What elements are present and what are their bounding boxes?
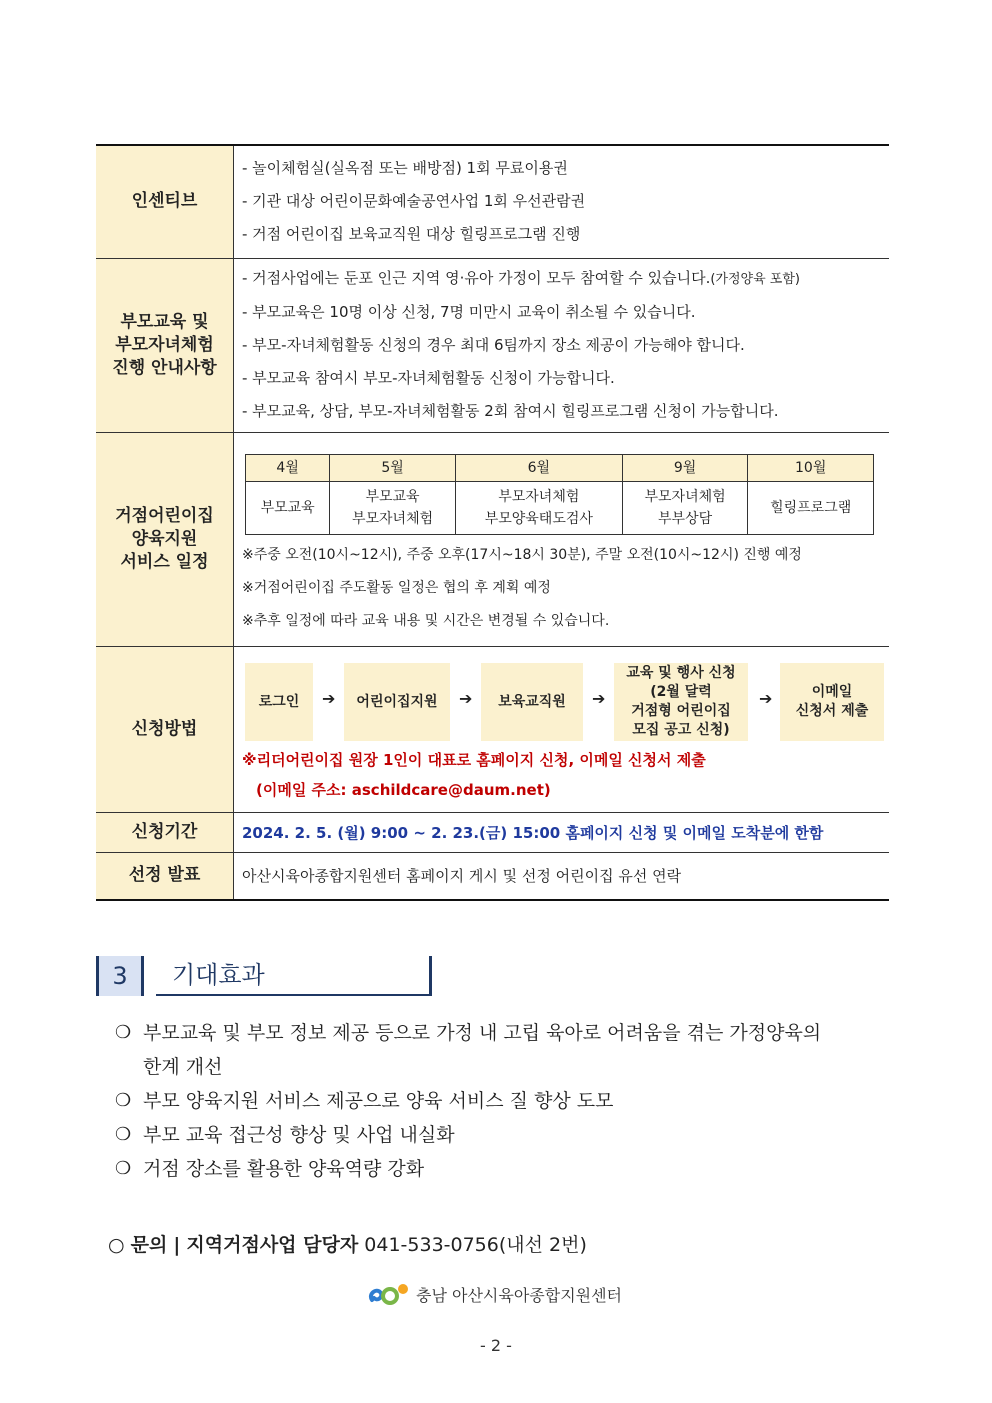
program-cell (748, 482, 874, 535)
apply-email-note: (이메일 주소: aschildcare@daum.net) (256, 781, 551, 799)
guide-line (242, 262, 889, 296)
program-cell (330, 482, 456, 535)
guide-label-line: 진행 안내사항 (112, 357, 217, 378)
center-logo-text: 충남 아산시육아종합지원센터 (416, 1285, 623, 1305)
arrow-right-icon: ➔ (592, 689, 606, 708)
apply-method-content (234, 646, 890, 812)
guide-line-main: - 거점사업에는 둔포 인근 지역 영·유아 가정이 모두 참여할 수 있습니다. (242, 269, 711, 287)
flow-step-text: 교육 및 행사 신청 (626, 665, 736, 681)
flow-step-event-apply (614, 663, 748, 741)
apply-method-label: 신청방법 (96, 646, 234, 812)
flow-step-text: 어린이집지원 (356, 693, 438, 710)
guide-line: - 부모-자녀체험활동 신청의 경우 최대 6팀까지 장소 제공이 가능해야 합니다. (242, 336, 745, 354)
program-text: 부모자녀체험 (498, 489, 580, 505)
circle-bullet-icon: ❍ (115, 1090, 132, 1111)
month-cell: 9월 (622, 455, 748, 482)
flow-step-login (245, 663, 313, 741)
contact-dept: 지역거점사업 담당자 (186, 1234, 359, 1256)
info-table (96, 144, 889, 901)
section-number: 3 (96, 956, 144, 996)
contact-phone: 041-533-0756(내선 2번) (364, 1234, 587, 1256)
announce-label: 선정 발표 (96, 852, 234, 900)
apply-note: ※리더어린이집 원장 1인이 대표로 홈페이지 신청, 이메일 신청서 제출 (242, 751, 706, 769)
list-item (115, 1152, 905, 1186)
flow-step-text: 로그인 (258, 693, 300, 710)
guide-line: - 부모교육은 10명 이상 신청, 7명 미만시 교육이 취소될 수 있습니다. (242, 303, 696, 321)
guide-line: - 부모교육 참여시 부모-자녀체험활동 신청이 가능합니다. (242, 369, 615, 387)
month-cell: 4월 (246, 455, 330, 482)
flow-step-text: 거점형 어린이집 (631, 703, 731, 719)
program-text: 부모양육태도검사 (484, 511, 593, 527)
flow-step-daycare-support (344, 663, 450, 741)
program-text: 부모자녀체험 (351, 511, 434, 527)
period-label: 신청기간 (96, 812, 234, 852)
page-number: - 2 - (480, 1336, 512, 1355)
schedule-content (234, 432, 890, 646)
incentive-line: - 기관 대상 어린이문화예술공연사업 1회 우선관람권 (242, 192, 586, 211)
circle-bullet-icon: ❍ (115, 1158, 132, 1179)
effect-text: 부모교육 및 부모 정보 제공 등으로 가정 내 고립 육아로 어려움을 겪는 가정양육의 (143, 1022, 822, 1044)
effects-list (115, 1016, 905, 1186)
program-text: 부모자녀체험 (644, 489, 726, 505)
period-value: 2024. 2. 5. (월) 9:00 ~ 2. 23.(금) 15:00 홈페이지 신청 및 이메일 도착분에 한함 (234, 812, 890, 852)
guide-label-line: 부모자녀체험 (115, 334, 214, 355)
flow-step-text: 신청서 제출 (795, 703, 869, 719)
arrow-right-icon: ➔ (322, 689, 336, 708)
arrow-right-icon: ➔ (759, 689, 773, 708)
month-cell: 5월 (330, 455, 456, 482)
program-cell (622, 482, 748, 535)
schedule-note: ※추후 일정에 따라 교육 내용 및 시간은 변경될 수 있습니다. (242, 613, 610, 629)
incentive-line: - 놀이체험실(실옥점 또는 배방점) 1회 무료이용권 (242, 159, 568, 178)
program-text: 부모교육 (365, 489, 420, 505)
list-item (115, 1084, 905, 1118)
center-logo-icon (366, 1280, 410, 1308)
incentive-line: - 거점 어린이집 보육교직원 대상 힐링프로그램 진행 (242, 225, 581, 244)
schedule-note: ※주중 오전(10시~12시), 주중 오후(17시~18시 30분), 주말 오전(10시~12시) 진행 예정 (242, 547, 802, 563)
guide-label-line: 부모교육 및 (120, 311, 209, 332)
guide-line: - 부모교육, 상담, 부모-자녀체험활동 2회 참여시 힐링프로그램 신청이 가능합니다. (242, 402, 779, 420)
list-item (115, 1016, 905, 1084)
guide-content (234, 258, 890, 432)
circle-bullet-icon: ❍ (115, 1124, 132, 1145)
guide-label (96, 258, 234, 432)
flow-step-text: (2월 달력 (650, 684, 712, 700)
section-title: 기대효과 (156, 956, 432, 996)
circle-bullet-icon: ○ (108, 1234, 125, 1256)
effect-text: 거점 장소를 활용한 양육역량 강화 (143, 1158, 425, 1180)
month-cell: 6월 (455, 455, 622, 482)
incentive-label: 인센티브 (96, 145, 234, 258)
program-cell (455, 482, 622, 535)
flow-step-email (780, 663, 884, 741)
flow-step-staff (481, 663, 583, 741)
program-text: 부모교육 (260, 500, 315, 516)
flow-step-text: 모집 공고 신청) (632, 722, 730, 738)
program-cell (246, 482, 330, 535)
schedule-label-line: 서비스 일정 (120, 551, 209, 572)
program-text: 부부상담 (658, 511, 713, 527)
contact-line (108, 1230, 587, 1260)
effect-text: 한계 개선 (143, 1056, 223, 1078)
flow-step-text: 이메일 (811, 684, 853, 700)
month-cell: 10월 (748, 455, 874, 482)
guide-line-note: (가정양육 포함) (710, 272, 800, 287)
incentive-content (234, 145, 890, 258)
effect-text: 부모 교육 접근성 향상 및 사업 내실화 (143, 1124, 455, 1146)
schedule-label-line: 거점어린이집 (115, 505, 214, 526)
apply-flow (242, 663, 889, 745)
arrow-right-icon: ➔ (459, 689, 473, 708)
effect-text: 부모 양육지원 서비스 제공으로 양육 서비스 질 향상 도모 (143, 1090, 614, 1112)
circle-bullet-icon: ❍ (115, 1022, 132, 1043)
flow-step-text: 보육교직원 (498, 693, 566, 710)
announce-value: 아산시육아종합지원센터 홈페이지 게시 및 선정 어린이집 유선 연락 (234, 852, 890, 900)
contact-label: 문의 (130, 1234, 168, 1256)
schedule-label-line: 양육지원 (131, 528, 198, 549)
center-logo (366, 1279, 622, 1309)
program-text: 힐링프로그램 (770, 500, 852, 516)
schedule-label (96, 432, 234, 646)
schedule-table (245, 454, 874, 535)
schedule-note: ※거점어린이집 주도활동 일정은 협의 후 계획 예정 (242, 580, 551, 596)
list-item (115, 1118, 905, 1152)
contact-separator: | (173, 1234, 181, 1256)
